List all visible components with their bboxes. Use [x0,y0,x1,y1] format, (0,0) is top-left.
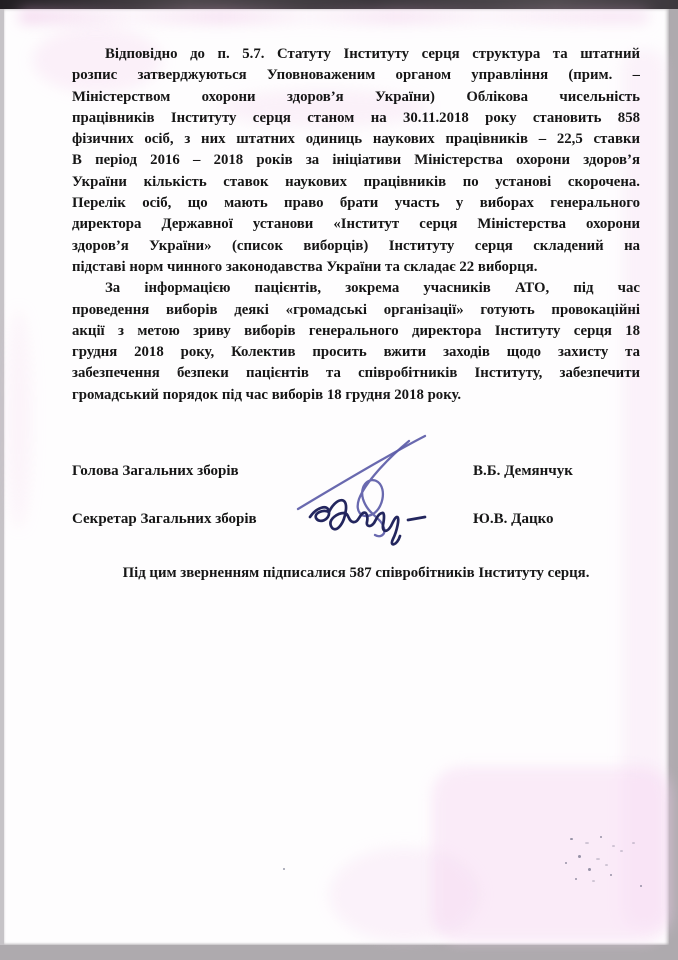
text-line: директора Державної установи «Інститут серця Міністерства охорони [72,216,640,233]
pink-tint-smudge [329,847,479,942]
text-line: розпис затверджуються Уповноваженим органом управління (прим. – [72,67,640,84]
text-line: Міністерством охорони здоров’я України) Облікова чисельність [72,88,640,105]
signatory-name: В.Б. Демянчук [473,463,573,479]
text-line: підставі норм чинного законодавства України та складає 22 виборця. [72,258,538,275]
signature-dash-icon [408,517,425,520]
signatory-role: Секретар Загальних зборів [72,511,257,527]
signatory-role: Голова Загальних зборів [72,463,239,479]
text-line: фізичних осіб, з них штатних одиниць наукових працівників – 22,5 ставки [72,131,640,148]
paragraph-statute [72,44,640,278]
text-line: В період 2016 – 2018 років за ініціативи Міністерства охорони здоров’я [72,152,640,169]
paragraph-appeal [72,278,640,406]
document-page [4,9,669,945]
text-line: За інформацією пацієнтів, зокрема учасників АТО, під час [105,280,640,297]
scan-top-border [0,0,678,9]
signature-flourish-icon [298,436,425,509]
text-line: акції з метою зриву виборів генерального директора Інституту серця 18 [72,322,640,339]
pink-tint-smudge [6,309,32,529]
pink-tint-smudge [19,10,649,23]
body-text [72,44,640,406]
text-line: грудня 2018 року, Колектив просить вжити заходів щодо захисту та [72,344,640,361]
text-line: Перелік осіб, що мають право брати участь у виборах генерального [72,195,640,212]
text-line: громадський порядок під час виборів 18 грудня 2018 року. [72,386,462,403]
signatory-name: Ю.В. Дацко [473,511,554,527]
text-line: забезпечення безпеки пацієнтів та співробітників Інституту, забезпечити [72,365,640,382]
footer-note: Під цим зверненням підписалися 587 співробітників Інституту серця. [122,565,590,581]
handwritten-signatures [283,425,445,555]
text-line: працівників Інституту серця станом на 30.11.2018 року становить 858 [72,109,640,126]
text-line: України кількість ставок наукових працівників по установі скорочена. [72,173,640,190]
pink-tint-smudge [432,767,672,942]
text-line: проведення виборів деякі «громадські організації» готують провокаційні [72,301,640,318]
text-line: здоров’я України» (список виборців) Інституту серця складений на [72,237,640,254]
text-line: Відповідно до п. 5.7. Статуту Інституту серця структура та штатний [105,46,640,62]
signature-scribble-icon [310,500,400,544]
